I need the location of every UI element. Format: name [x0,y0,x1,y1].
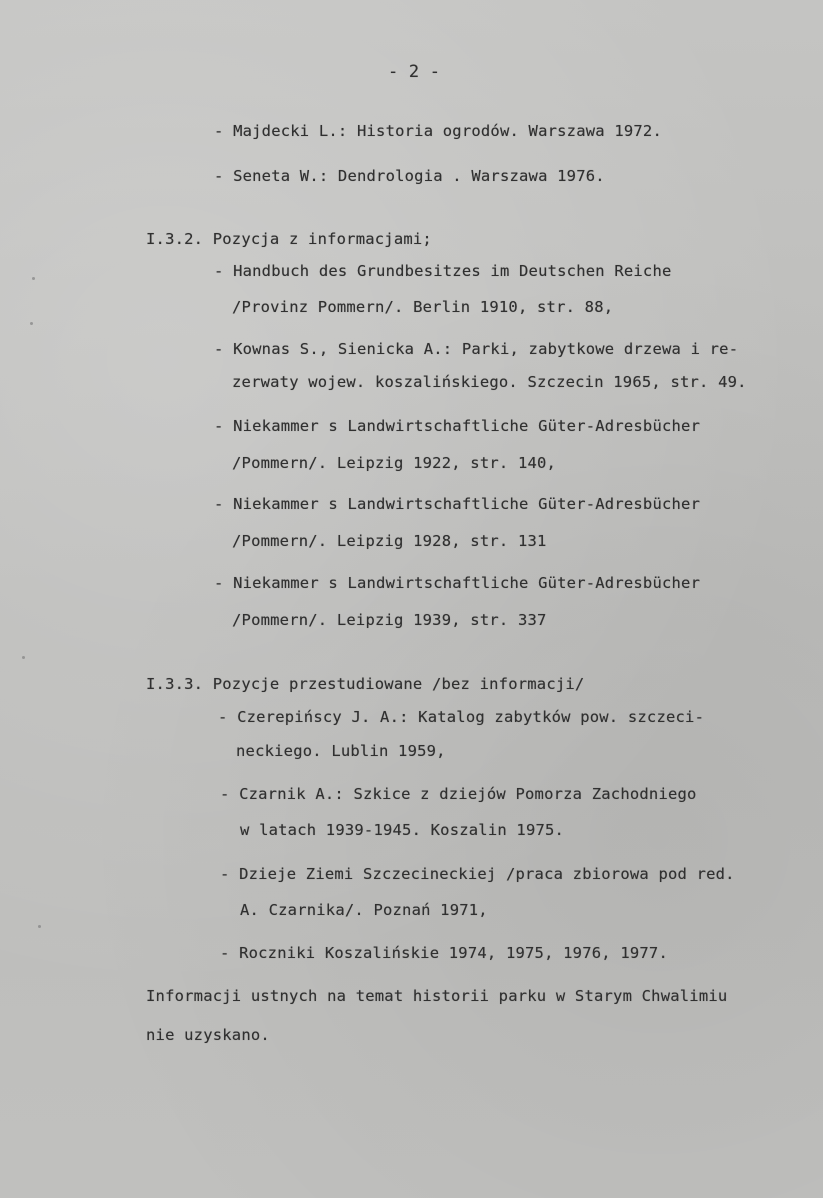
bibliography-entry-niekammer-1922: - Niekammer s Landwirtschaftliche Güter-Adresbücher [214,417,701,435]
bibliography-entry-majdecki: - Majdecki L.: Historia ogrodów. Warszawa 1972. [214,122,662,140]
bibliography-entry-seneta: - Seneta W.: Dendrologia . Warszawa 1976. [214,167,605,185]
paper-speck [38,925,41,928]
page-number: - 2 - [388,62,441,82]
section-heading-1-3-2: I.3.2. Pozycja z informacjami; [146,230,432,248]
bibliography-entry-dzieje-cont: A. Czarnika/. Poznań 1971, [240,901,488,919]
bibliography-entry-czerepinscy: - Czerepińscy J. A.: Katalog zabytków pow. szczeci- [218,708,705,726]
closing-note-cont: nie uzyskano. [146,1026,270,1044]
section-heading-1-3-3: I.3.3. Pozycje przestudiowane /bez informacji/ [146,675,585,693]
closing-note: Informacji ustnych na temat historii parku w Starym Chwalimiu [146,987,728,1005]
bibliography-entry-dzieje: - Dzieje Ziemi Szczecineckiej /praca zbiorowa pod red. [220,865,735,883]
bibliography-entry-handbuch-cont: /Provinz Pommern/. Berlin 1910, str. 88, [232,298,614,316]
bibliography-entry-niekammer-1939-cont: /Pommern/. Leipzig 1939, str. 337 [232,611,547,629]
paper-speck [22,656,25,659]
bibliography-entry-handbuch: - Handbuch des Grundbesitzes im Deutschen Reiche [214,262,672,280]
paper-speck [32,277,35,280]
bibliography-entry-czerepinscy-cont: neckiego. Lublin 1959, [236,742,446,760]
bibliography-entry-niekammer-1928-cont: /Pommern/. Leipzig 1928, str. 131 [232,532,547,550]
paper-speck [30,322,33,325]
bibliography-entry-kownas: - Kownas S., Sienicka A.: Parki, zabytkowe drzewa i re- [214,340,739,358]
bibliography-entry-niekammer-1922-cont: /Pommern/. Leipzig 1922, str. 140, [232,454,557,472]
bibliography-entry-czarnik-cont: w latach 1939-1945. Koszalin 1975. [240,821,565,839]
bibliography-entry-roczniki: - Roczniki Koszalińskie 1974, 1975, 1976, 1977. [220,944,668,962]
bibliography-entry-czarnik: - Czarnik A.: Szkice z dziejów Pomorza Zachodniego [220,785,697,803]
bibliography-entry-niekammer-1939: - Niekammer s Landwirtschaftliche Güter-Adresbücher [214,574,701,592]
bibliography-entry-kownas-cont: zerwaty wojew. koszalińskiego. Szczecin 1965, str. 49. [232,373,747,391]
bibliography-entry-niekammer-1928: - Niekammer s Landwirtschaftliche Güter-Adresbücher [214,495,701,513]
